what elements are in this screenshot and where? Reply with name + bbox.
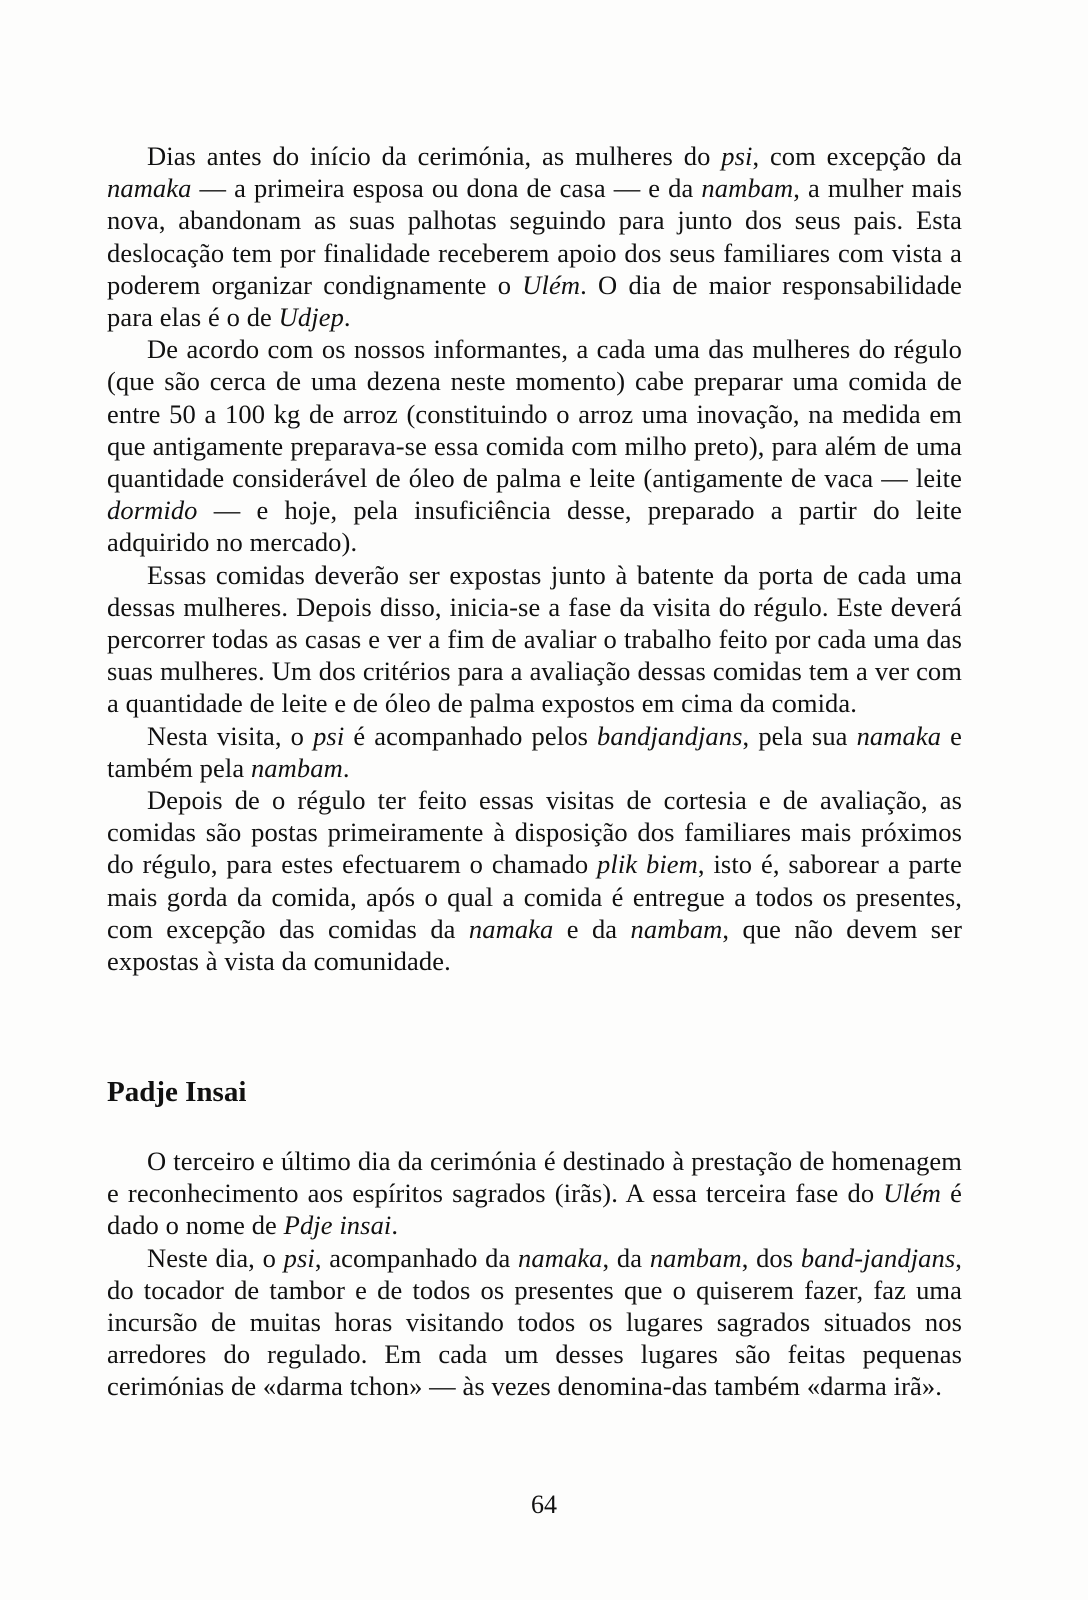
italic-term: nambam	[701, 173, 794, 204]
section-heading: Padje Insai	[107, 1076, 247, 1108]
text-run: De acordo com os nossos informantes, a cada uma das mulheres do régulo (que são cerca de uma dezena neste momento) cabe preparar uma comida de entre 50 a 100 kg de arroz (constituindo o arroz uma inovação, na medida em que antigamente preparava-se essa comida com milho preto), para além de uma quantidade considerável de óleo de palma e leite (antigamente de vaca — leite	[107, 334, 962, 494]
text-run: .	[342, 752, 350, 783]
text-run: é dado o nome de	[107, 1178, 962, 1241]
italic-term: Ulém	[883, 1178, 942, 1209]
paragraph	[107, 720, 962, 784]
paragraph	[107, 1145, 962, 1242]
italic-term: namaka	[518, 1242, 603, 1273]
italic-term: nambam	[250, 752, 343, 783]
text-run: .	[343, 302, 351, 333]
italic-term: namaka	[107, 173, 192, 204]
italic-term: band-jandjans	[800, 1242, 956, 1273]
text-run: Essas comidas deverão ser expostas junto à batente da porta de cada uma dessas mulheres. Depois disso, inicia-se a fase da visita do régulo. Este deverá percorrer todas as casas e ver a fim de avaliar o trabalho feito por cada uma das suas mulheres. Um dos critérios para a avaliação dessas comidas tem a ver com a quantidade de leite e de óleo de palma expostos em cima da comida.	[107, 559, 962, 719]
text-run: , do tocador de tambor e de todos os presentes que o quiserem fazer, faz uma incursão de muitas horas visitando todos os lugares sagrados situados nos arredores do regulado. Em cada um desses lugares são feitas pequenas cerimónias de «darma tchon» — às vezes denomina-das também «darma irã».	[107, 1242, 963, 1402]
text-run: , dos	[741, 1242, 801, 1273]
italic-term: psi	[721, 141, 753, 171]
italic-term: plik biem	[597, 849, 698, 880]
body-text-bottom	[107, 1145, 962, 1403]
italic-term: dormido	[107, 495, 198, 526]
text-run: — e hoje, pela insuficiência desse, preparado a partir do leite adquirido no mercado).	[107, 495, 962, 558]
text-run: Dias antes do início da cerimónia, as mulheres do	[147, 141, 722, 171]
text-run: . O dia de maior responsabilidade para elas é o de	[107, 269, 962, 333]
text-run: — a primeira esposa ou dona de casa — e da	[191, 173, 702, 204]
text-run: e também pela	[107, 720, 962, 783]
text-run: , com excepção da	[752, 141, 962, 171]
italic-term: namaka	[856, 720, 942, 751]
text-run: , acompanhado da	[314, 1242, 519, 1273]
italic-term: Ulém	[522, 269, 581, 300]
body-text-top	[107, 140, 962, 977]
italic-term: nambam	[649, 1242, 742, 1273]
text-run: Depois de o régulo ter feito essas visitas de cortesia e de avaliação, as comidas são postas primeiramente à disposição dos familiares mais próximos do régulo, para estes efectuarem o chamado	[107, 785, 962, 880]
italic-term: psi	[313, 720, 345, 751]
paragraph	[107, 333, 962, 558]
text-run: , que não devem ser expostas à vista da comunidade.	[107, 913, 962, 977]
paragraph	[107, 559, 962, 720]
text-run: O terceiro e último dia da cerimónia é destinado à prestação de homenagem e reconhecimento aos espíritos sagrados (irãs). A essa terceira fase do	[107, 1146, 962, 1209]
italic-term: nambam	[630, 913, 723, 944]
text-run: e da	[553, 913, 631, 944]
paragraph	[107, 784, 962, 977]
text-run: Nesta visita, o	[147, 720, 314, 751]
italic-term: bandjandjans	[597, 720, 743, 751]
italic-term: Pdje insai	[283, 1210, 392, 1241]
paragraph	[107, 1242, 962, 1403]
text-run: , isto é, saborear a parte mais gorda da comida, após o qual a comida é entregue a todos os presentes, com excepção das comidas da	[107, 849, 962, 944]
text-run: é acompanhado pelos	[344, 720, 598, 751]
text-run: , da	[602, 1242, 650, 1273]
page-number: 64	[531, 1490, 557, 1519]
italic-term: namaka	[468, 913, 554, 944]
text-run: .	[391, 1210, 399, 1241]
text-run: , a mulher mais nova, abandonam as suas palhotas seguindo para junto dos seus pais. Esta deslocação tem por finalidade receberem apoio dos seus familiares com vista a poderem organizar condignamente o	[107, 173, 963, 300]
text-run: , pela sua	[742, 720, 857, 751]
italic-term: psi	[283, 1242, 315, 1273]
italic-term: Udjep	[278, 302, 344, 333]
paragraph	[107, 140, 962, 333]
text-run: Neste dia, o	[147, 1242, 284, 1273]
